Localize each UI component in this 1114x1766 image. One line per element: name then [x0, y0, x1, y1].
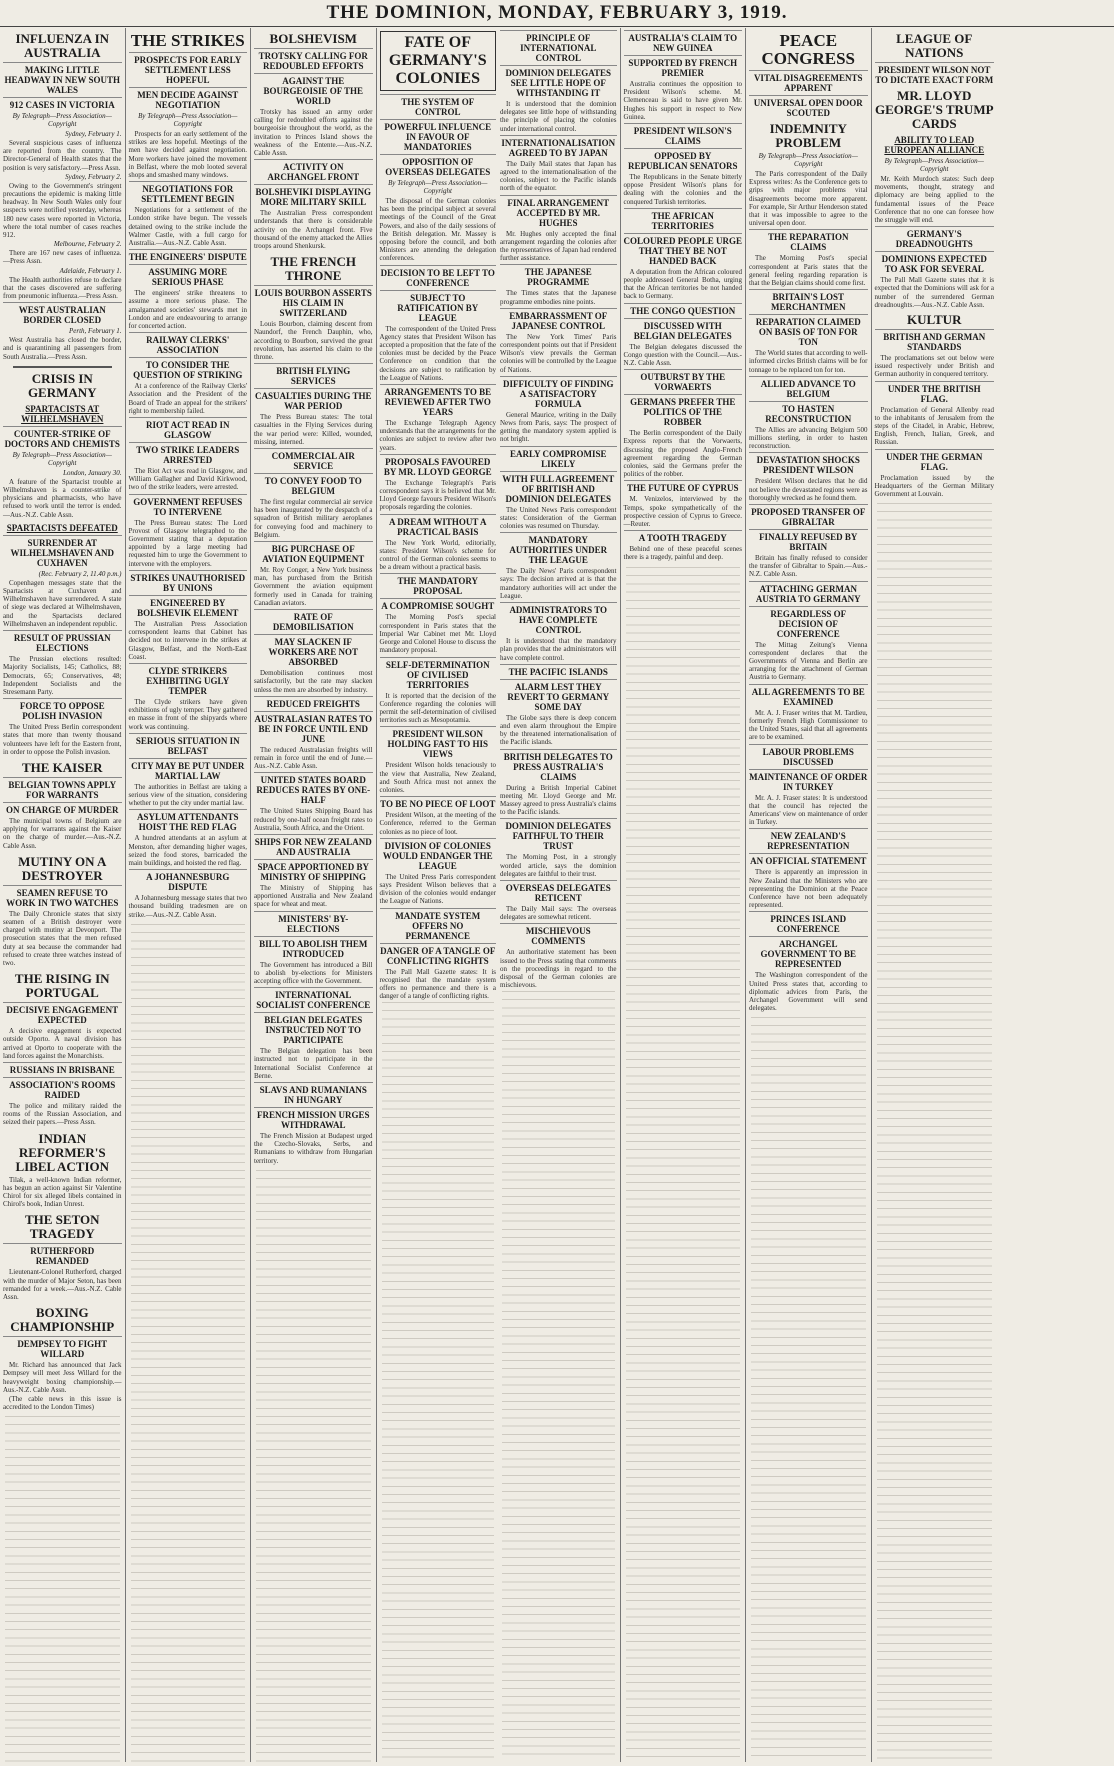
body-text: West Australia has closed the border, and is quarantining all passengers from South Australia.—Press Assn.: [3, 336, 122, 361]
subhead: DECISION TO BE LEFT TO CONFERENCE: [380, 265, 497, 288]
text-filler: [626, 567, 741, 1762]
subhead: ABILITY TO LEAD EUROPEAN ALLIANCE: [884, 135, 985, 155]
subhead: MAINTENANCE OF ORDER IN TURKEY: [749, 769, 868, 792]
subhead: EMBARRASSMENT OF JAPANESE CONTROL: [500, 308, 617, 331]
body-text: The police and military raided the rooms of the Russian Association, and seized their papers.—Press Assn.: [3, 1101, 122, 1127]
body-text: The Washington correspondent of the United Press states that, according to diplomatic advices from Paris, the Archangel Government will send delegates.: [749, 971, 868, 1013]
subhead: BRITISH DELEGATES TO PRESS AUSTRALIA'S CLAIMS: [500, 749, 617, 782]
body-text: The Ministry of Shipping has apportioned Australia and New Zealand space for wheat and meat.: [254, 883, 373, 909]
subhead: ADMINISTRATORS TO HAVE COMPLETE CONTROL: [500, 602, 617, 635]
body-text: Copenhagen messages state that the Spartacists at Cuxhaven and Wilhelmshaven have surrendered. A state of siege was declared at Wilhelmshaven, and the Spartacists declared Wilhelmshaven an independent republic.: [3, 578, 122, 628]
subhead: THE REPARATION CLAIMS: [749, 229, 868, 252]
body-text: The French Mission at Budapest urged the Czecho-Slovaks, Serbs, and Rumanians to withdraw from Hungarian territory.: [254, 1131, 373, 1165]
masthead: THE DOMINION, MONDAY, FEBRUARY 3, 1919.: [0, 0, 1114, 27]
body-text: Several suspicious cases of influenza are reported from the country. The Director-General of Health states that the position is very satisfactory.—Press Assn.: [3, 139, 122, 172]
headline: INDIAN REFORMER'S LIBEL ACTION: [15, 1130, 110, 1174]
dateline: Melbourne, February 2.: [53, 240, 122, 249]
body-text: The correspondent of the United Press Agency states that President Wilson has accepted a proposition that the fate of the colonies must be decided by the Peace Conference on condition that the decisions are subject to ratification by the League of Nations.: [379, 324, 496, 382]
body-text: M. Venizelos, interviewed by the Temps, spoke sympathetically of the prospective cession of Cyprus to Greece.—Reuter.: [623, 495, 742, 529]
body-text: Prospects for an early settlement of the strikes are less hopeful. Meetings of the men have decided against negotiation. More workers have joined the movement in Belfast, where the mob looted several shops and smashed many windows.: [128, 130, 247, 180]
body-text: A deputation from the African coloured people addressed General Botha, urging that the African territories be not handed back to Germany.: [623, 267, 742, 301]
subhead: DOMINION DELEGATES FAITHFUL TO THEIR TRUST: [500, 818, 617, 851]
body-text: Lieutenant-Colonel Rutherford, charged with the murder of Major Seton, has been remanded for a week.—Aus.-N.Z. Cable Assn.: [3, 1268, 122, 1301]
body-text: The authorities in Belfast are taking a serious view of the situation, considering whether to put the city under martial law.: [128, 782, 247, 808]
subhead: MISCHIEVOUS COMMENTS: [500, 923, 617, 946]
article-new-guinea: [624, 30, 743, 562]
subhead: FORCE TO OPPOSE POLISH INVASION: [3, 698, 122, 721]
subhead: REGARDLESS OF DECISION OF CONFERENCE: [749, 606, 868, 639]
headline: CRISIS IN GERMANY: [27, 370, 97, 400]
body-text: Mr. Richard has announced that Jack Dempsey will meet Jess Willard for the heavyweight boxing championship.—Aus.-N.Z. Cable Assn.: [3, 1361, 122, 1394]
subhead: TWO STRIKE LEADERS ARRESTED: [129, 442, 248, 465]
subhead: ARRANGEMENTS TO BE REVIEWED AFTER TWO YEARS: [380, 384, 497, 417]
body-text: The reduced Australasian freights will remain in force until the end of June.—Aus.-N.Z. Cable Assn.: [254, 745, 373, 771]
body-text: The proclamations set out below were issued respectively under British and German authority in conquered territory.: [874, 354, 994, 379]
article-influenza: [3, 32, 122, 361]
column-4-5: [377, 28, 621, 1762]
body-text: A decisive engagement is expected outside Oporto. A naval division has arrived at Oporto to cooperate with the land forces against the Monarchists.: [3, 1027, 122, 1060]
article-libel: [3, 1132, 122, 1209]
subhead: RUTHERFORD REMANDED: [3, 1243, 122, 1266]
subhead: POWERFUL INFLUENCE IN FAVOUR OF MANDATORIES: [380, 119, 497, 152]
subhead: THE FUTURE OF CYPRUS: [624, 480, 743, 493]
subhead: PRESIDENT WILSON HOLDING FAST TO HIS VIEWS: [380, 726, 497, 759]
body-text: The Australian Press Association correspondent learns that Cabinet has decided not to intervene in the strikes at Glasgow, Belfast, and the North-East Coast.: [128, 619, 247, 661]
headline: FATE OF GERMANY'S COLONIES: [380, 31, 497, 91]
article-seton: [3, 1213, 122, 1301]
body-text: An authoritative statement has been issued to the Press stating that comments on the proceedings in regard to the disposal of the German colonies are mischievous.: [500, 948, 617, 990]
subhead: ASSOCIATION'S ROOMS RAIDED: [3, 1077, 122, 1100]
subhead: THE AFRICAN TERRITORIES: [624, 208, 743, 231]
subhead: TO BE NO PIECE OF LOOT: [380, 796, 497, 809]
headline: INDEMNITY PROBLEM: [769, 121, 847, 150]
column-1: [0, 28, 126, 1762]
headline: KULTUR: [907, 312, 962, 328]
byline: By Telegraph—Press Association—Copyright: [884, 157, 984, 173]
subhead: THE CONGO QUESTION: [624, 303, 743, 316]
article-mutiny: [3, 855, 122, 967]
body-text: The Riot Act was read in Glasgow, and William Gallagher and David Kirkwood, two of the strike leaders, were arrested.: [128, 467, 247, 492]
text-filler: [256, 1170, 371, 1762]
body-text: Mr. A. J. Fraser states: It is understood that the council has rejected the Americans' view on maintenance of order in Turkey.: [749, 793, 868, 827]
headline: LEAGUE OF NATIONS: [896, 31, 973, 60]
subhead: ASYLUM ATTENDANTS HOIST THE RED FLAG: [129, 809, 248, 832]
subhead: COUNTER-STRIKE OF DOCTORS AND CHEMISTS: [3, 426, 122, 449]
body-text: The first regular commercial air service has been inaugurated by the despatch of a squadron of British military aeroplanes for conveying food and machinery to Belgium.: [254, 498, 373, 539]
body-text: Behind one of these peaceful scenes there is a tragedy, painful and deep.: [623, 545, 742, 562]
body-text: A hundred attendants at an asylum at Menston, after demanding higher wages, seized the food stores, barricaded the main buildings, and hoisted the red flag.: [128, 834, 247, 867]
subhead: SHIPS FOR NEW ZEALAND AND AUSTRALIA: [254, 834, 373, 857]
subhead: SURRENDER AT WILHELMSHAVEN AND CUXHAVEN: [3, 535, 122, 568]
subhead: TO CONSIDER THE QUESTION OF STRIKING: [129, 357, 248, 380]
headline: MR. LLOYD GEORGE'S TRUMP CARDS: [874, 88, 994, 131]
subhead: ATTACHING GERMAN AUSTRIA TO GERMANY: [749, 581, 868, 604]
subhead: AUSTRALIA'S CLAIM TO NEW GUINEA: [624, 30, 743, 53]
subhead: REPARATION CLAIMED ON BASIS OF TON FOR TON: [749, 314, 868, 347]
subhead: RAILWAY CLERKS' ASSOCIATION: [129, 332, 248, 355]
body-text: The Daily Chronicle states that sixty seamen of a British destroyer were charged with mutiny at Devonport. The prosecution states that the men refused duty at sea because the commander had refused to create three watches instead of two.: [3, 909, 122, 967]
body-text: It is reported that the decision of the Conference regarding the colonies will permit the self-determination of civilised territories such as Mesopotamia.: [379, 691, 496, 725]
body-text: The Morning Post's special correspondent at Paris states that the general feeling regarding reparation is that the Belgian claims should come first.: [749, 254, 868, 288]
subhead: INTERNATIONAL SOCIALIST CONFERENCE: [254, 987, 373, 1010]
body-text: Negotiations for a settlement of the London strike have begun. The vessels detained owing to the strike include the Walmer Castle, with a full cargo for Australia.—Aus.-N.Z. Cable Assn.: [128, 206, 247, 248]
subhead: SLAVS AND RUMANIANS IN HUNGARY: [254, 1082, 373, 1105]
subhead: PRESIDENT WILSON NOT TO DICTATE EXACT FORM: [875, 62, 995, 85]
subhead: THE PACIFIC ISLANDS: [500, 664, 617, 677]
body-text: The Morning Post's special correspondent in Paris states that the Imperial War Cabinet met Mr. Lloyd George and Colonel House to discuss the mandatory proposal.: [379, 613, 496, 655]
body-text: The Clyde strikers have given exhibitions of ugly temper. They gathered en masse in front of the shipyards where work was continuing.: [128, 697, 247, 731]
subhead: A TOOTH TRAGEDY: [624, 530, 743, 543]
body-text: The Republicans in the Senate bitterly oppose President Wilson's plans for dealing with the colonies and the conquered Turkish territories.: [623, 173, 742, 206]
subhead: THE MANDATORY PROPOSAL: [380, 573, 497, 596]
subhead: SUBJECT TO RATIFICATION BY LEAGUE: [380, 290, 497, 323]
body-text: Proclamation issued by the Headquarters of the German Military Government at Louvain.: [874, 473, 994, 499]
body-text: The Exchange Telegraph's Paris correspondent says it is believed that Mr. Lloyd George favours President Wilson's proposals regarding the colonies.: [379, 478, 496, 512]
subhead: BOLSHEVIKI DISPLAYING MORE MILITARY SKILL: [254, 184, 373, 207]
body-text: There are 167 new cases of influenza.—Press Assn.: [3, 249, 122, 266]
subhead: BRITISH FLYING SERVICES: [254, 363, 373, 386]
body-text: The Pall Mall Gazette states: It is recognised that the mandate system offers no permanence and there is a danger of a tangle of conflicting rights.: [379, 967, 496, 1001]
headline: BOXING CHAMPIONSHIP: [10, 1305, 115, 1335]
headline: THE SETON TRAGEDY: [24, 1212, 100, 1242]
dateline: Perth, February 1.: [69, 327, 122, 336]
body-text: At a conference of the Railway Clerks' Association and the President of the Board of Trade an appeal for the strikers' right to membership failed.: [128, 382, 247, 415]
subhead: BELGIAN TOWNS APPLY FOR WARRANTS: [3, 777, 122, 800]
body-text: President Wilson holds tenaciously to the view that Australia, New Zealand, and South Africa must not annex the colonies.: [379, 761, 496, 794]
article-peace-congress: [749, 32, 868, 1012]
subhead: TO CONVEY FOOD TO BELGIUM: [254, 473, 373, 496]
subhead: FRENCH MISSION URGES WITHDRAWAL: [254, 1107, 373, 1130]
subhead: OUTBURST BY THE VORWAERTS: [624, 369, 743, 392]
headline: THE STRIKES: [130, 31, 245, 50]
subhead: FINAL ARRANGEMENT ACCEPTED BY MR. HUGHES: [500, 195, 617, 228]
body-text: Mr. A. J. Fraser writes that M. Tardieu, formerly French High Commissioner to the United States, said that all agreements are to be examined.: [749, 708, 868, 742]
subhead: DIVISION OF COLONIES WOULD ENDANGER THE LEAGUE: [380, 838, 497, 871]
body-text: General Maurice, writing in the Daily News from Paris, says: The prospect of getting the mandatory system applied is not bright.: [500, 410, 617, 444]
subhead: DIFFICULTY OF FINDING A SATISFACTORY FORMULA: [500, 376, 617, 409]
body-text: Australia continues the opposition to President Wilson's scheme. M. Clemenceau is said to have given Mr. Hughes his support in respect to New Guinea.: [623, 80, 742, 121]
text-filler: [5, 1416, 120, 1762]
footnote: (The cable news in this issue is accredited to the London Times): [3, 1395, 122, 1412]
subhead: MINISTERS' BY-ELECTIONS: [254, 911, 373, 934]
column-3: [251, 28, 377, 1762]
subhead: MEN DECIDE AGAINST NEGOTIATION: [129, 87, 248, 110]
subhead: BELGIAN DELEGATES INSTRUCTED NOT TO PARTICIPATE: [254, 1012, 373, 1045]
headline: MUTINY ON A DESTROYER: [18, 853, 107, 883]
body-text: The Paris correspondent of the Daily Express writes: As the Conference gets to grips with major problems vital disagreements become more apparent. For example, Sir Arthur Henderson stated that it was impossible to agree to the universal open door.: [749, 170, 868, 228]
headline: BOLSHEVISM: [269, 31, 357, 46]
subhead: GOVERNMENT REFUSES TO INTERVENE: [129, 494, 248, 517]
dateline: Adelaide, February 1.: [59, 266, 122, 275]
subhead: ALARM LEST THEY REVERT TO GERMANY SOME DAY: [500, 679, 617, 712]
subhead: CLYDE STRIKERS EXHIBITING UGLY TEMPER: [129, 663, 248, 696]
dateline: Sydney, February 2.: [65, 172, 122, 181]
byline: By Telegraph—Press Association—Copyright: [138, 112, 238, 128]
article-strikes: [129, 32, 248, 919]
subhead: UNDER THE GERMAN FLAG.: [875, 449, 995, 472]
subhead: DOMINION DELEGATES SEE LITTLE HOPE OF WITHSTANDING IT: [500, 65, 617, 98]
subhead: THE SYSTEM OF CONTROL: [380, 94, 497, 117]
subhead: THE JAPANESE PROGRAMME: [500, 264, 617, 287]
subhead: THE ENGINEERS' DISPUTE: [129, 249, 248, 262]
subhead: RATE OF DEMOBILISATION: [254, 609, 373, 632]
body-text: The Press Bureau states: The total casualties in the Flying Services during the war period were: Killed, wounded, missing, interned.: [254, 413, 373, 446]
dateline: London, January 30.: [63, 468, 122, 477]
subhead: MANDATORY AUTHORITIES UNDER THE LEAGUE: [500, 532, 617, 565]
subhead: COMMERCIAL AIR SERVICE: [254, 448, 373, 471]
subhead: PROSPECTS FOR EARLY SETTLEMENT LESS HOPEFUL: [129, 52, 248, 85]
subhead: MAKING LITTLE HEADWAY IN NEW SOUTH WALES: [3, 62, 122, 95]
body-text: Britain has finally refused to consider the transfer of Gibraltar to Spain.—Aus.-N.Z. Cable Assn.: [749, 554, 868, 579]
headline: THE RISING IN PORTUGAL: [14, 971, 110, 1001]
subhead: WEST AUSTRALIAN BORDER CLOSED: [3, 302, 122, 325]
subhead: DISCUSSED WITH BELGIAN DELEGATES: [624, 318, 743, 341]
subhead: REDUCED FREIGHTS: [254, 696, 373, 709]
subhead: A DREAM WITHOUT A PRACTICAL BASIS: [380, 514, 497, 537]
subhead: AGAINST THE BOURGEOISIE OF THE WORLD: [254, 73, 373, 106]
subhead: DANGER OF A TANGLE OF CONFLICTING RIGHTS: [380, 943, 497, 966]
column-4: [380, 28, 497, 1762]
body-text: The Daily News' Paris correspondent says: The decision arrived at is that the mandatory authorities will act under the League.: [500, 567, 617, 600]
subhead: UNDER THE BRITISH FLAG.: [875, 381, 995, 404]
subhead: ENGINEERED BY BOLSHEVIK ELEMENT: [129, 595, 248, 618]
body-text: Demobilisation continues most satisfactorily, but the rate may slacken unless the men are absorbed by industry.: [254, 669, 373, 694]
subhead: GERMANS PREFER THE POLITICS OF THE ROBBER: [624, 394, 743, 427]
column-5: [500, 28, 617, 1762]
subhead: GERMANY'S DREADNOUGHTS: [875, 226, 995, 249]
body-text: The disposal of the German colonies has been the principal subject at several meetings of the Council of the Great Powers, and also of the daily sessions of the British delegation. Mr. Massey is opposing before the council, and both Ministers are attending the delegation conferences.: [379, 197, 496, 263]
subhead: FINALLY REFUSED BY BRITAIN: [749, 529, 868, 552]
body-text: The Allies are advancing Belgium 500 millions sterling, in order to hasten reconstruction.: [749, 425, 868, 451]
subhead: SERIOUS SITUATION IN BELFAST: [129, 733, 248, 756]
subhead: RESULT OF PRUSSIAN ELECTIONS: [3, 630, 122, 653]
divider: [13, 366, 112, 368]
subhead: RIOT ACT READ IN GLASGOW: [129, 417, 248, 440]
body-text: Owing to the Government's stringent precautions the epidemic is making little headway. In New South Wales only four suspects were notified yesterday, whereas 180 new cases were reported in Victoria, where the total number of cases reaches 912.: [3, 181, 122, 240]
subhead: SPARTACISTS DEFEATED: [6, 522, 118, 533]
headline: THE FRENCH THRONE: [270, 254, 357, 284]
text-filler: [877, 503, 993, 1762]
subhead: A JOHANNESBURG DISPUTE: [129, 869, 248, 892]
subhead: DEVASTATION SHOCKS PRESIDENT WILSON: [749, 452, 868, 475]
subhead: PRINCIPLE OF INTERNATIONAL CONTROL: [500, 30, 617, 63]
subhead: PROPOSED TRANSFER OF GIBRALTAR: [749, 504, 868, 527]
body-text: Tilak, a well-known Indian reformer, has begun an action against Sir Valentine Chirol for six alleged libels contained in Chirol's book, Indian Unrest.: [3, 1175, 122, 1209]
text-filler: [502, 991, 615, 1762]
subhead: BIG PURCHASE OF AVIATION EQUIPMENT: [254, 541, 373, 564]
subhead: SPACE APPORTIONED BY MINISTRY OF SHIPPING: [254, 859, 373, 882]
subhead: STRIKES UNAUTHORISED BY UNIONS: [129, 570, 248, 593]
subhead: AN OFFICIAL STATEMENT: [749, 853, 868, 866]
body-text: The Morning Post, in a strongly worded article, says the dominion delegates are faithful to their trust.: [500, 853, 617, 878]
body-text: A Johannesburg message states that two thousand building tradesmen are on strike.—Aus.-N.Z. Cable Assn.: [128, 894, 247, 919]
body-text: A feature of the Spartacist trouble at Wilhelmshaven is a counter-strike of physicians and pharmacists, who have refused to work until the terror is ended.—Aus.-N.Z. Cable Assn.: [3, 477, 122, 519]
subhead: CASUALTIES DURING THE WAR PERIOD: [254, 388, 373, 411]
body-text: The United News Paris correspondent states: Consideration of the German colonies was resumed on Thursday.: [500, 505, 617, 531]
column-6: [621, 28, 747, 1762]
subhead: BRITISH AND GERMAN STANDARDS: [875, 329, 995, 352]
subhead: AUSTRALASIAN RATES TO BE IN FORCE UNTIL END JUNE: [254, 711, 373, 744]
body-text: The Times states that the Japanese programme embodies nine points.: [500, 289, 617, 306]
subhead: PRESIDENT WILSON'S CLAIMS: [624, 123, 743, 146]
subhead: RUSSIANS IN BRISBANE: [3, 1062, 122, 1075]
subhead: NEGOTIATIONS FOR SETTLEMENT BEGIN: [129, 181, 248, 204]
subhead: WITH FULL AGREEMENT OF BRITISH AND DOMINION DELEGATES: [500, 471, 617, 504]
byline: By Telegraph—Press Association—Copyright: [12, 450, 112, 467]
body-text: The Prussian elections resulted: Majority Socialists, 145; Catholics, 88; Democrats, 65; Conservatives, 48; Independent Socialists and the Stresemann Party.: [3, 655, 122, 696]
subhead: EARLY COMPROMISE LIKELY: [500, 446, 617, 469]
subhead: PRINCES ISLAND CONFERENCE: [749, 911, 868, 934]
subhead: VITAL DISAGREEMENTS APPARENT: [749, 70, 868, 93]
body-text: The municipal towns of Belgium are applying for warrants against the Kaiser on the charge of murder.—Aus.-N.Z. Cable Assn.: [3, 816, 122, 850]
subhead: DEMPSEY TO FIGHT WILLARD: [3, 1336, 122, 1359]
subhead: BILL TO ABOLISH THEM INTRODUCED: [254, 936, 373, 959]
body-text: The Health authorities refuse to declare that the cases discovered are suffering from pneumonic influenza.—Press Assn.: [3, 275, 122, 301]
subhead: MANDATE SYSTEM OFFERS NO PERMANENCE: [380, 908, 497, 941]
body-text: During a British Imperial Cabinet meeting Mr. Lloyd George and Mr. Massey agreed to press Australia's claims to the Pacific islands.: [500, 783, 617, 817]
body-text: The New York World, editorially, states: President Wilson's scheme for control of the German colonies seems to be a dream without a practical basis.: [379, 538, 496, 572]
byline: By Telegraph—Press Association—Copyright: [388, 179, 488, 195]
body-text: President Wilson declares that he did not believe the devastated regions were as thoroughly wrecked as he found them.: [749, 477, 868, 502]
article-portugal: [3, 972, 122, 1126]
article-bolshevism: [254, 32, 373, 250]
subhead: ALLIED ADVANCE TO BELGIUM: [749, 376, 868, 399]
subhead: OPPOSITION OF OVERSEAS DELEGATES: [380, 154, 497, 177]
body-text: Mr. Roy Conger, a New York business man, has purchased from the British Government the aviation equipment formerly used in Canada for training Canadian aviators.: [254, 566, 373, 607]
body-text: There is apparently an impression in New Zealand that the Ministers who are representing the Dominion at the Peace Conference have not been adequately represented.: [749, 868, 868, 910]
subhead: ACTIVITY ON ARCHANGEL FRONT: [254, 159, 373, 182]
body-text: The Government has introduced a Bill to abolish by-elections for Ministers accepting office with the Government.: [254, 960, 373, 985]
body-text: President Wilson, at the meeting of the Conference, referred to the German colonies as no piece of loot.: [379, 811, 496, 836]
body-text: The United States Shipping Board has reduced by one-half ocean freight rates to Australia, South Africa, and the Orient.: [254, 807, 373, 832]
body-text: Mr. Keith Murdoch states: Such deep movements, thought, strategy and diplomacy are being applied to the fundamental issues of the Peace Conference that no one can foresee how the struggle will end.: [874, 175, 994, 225]
subhead: SPARTACISTS AT WILHELMSHAVEN: [21, 403, 104, 424]
headline: PEACE CONGRESS: [761, 31, 856, 68]
body-text: The Exchange Telegraph Agency understands that the arrangements for the colonies are subject to review after two years.: [379, 419, 496, 452]
headline: INFLUENZA IN AUSTRALIA: [15, 31, 110, 60]
body-text: It is understood that the mandatory plan provides that the administrators will have complete control.: [500, 637, 617, 662]
body-text: Mr. Hughes only accepted the final arrangement regarding the colonies after the representatives of Japan had rendered further assistance.: [500, 229, 617, 263]
subhead: PROPOSALS FAVOURED BY MR. LLOYD GEORGE: [380, 454, 497, 477]
body-text: The engineers' strike threatens to assume a more serious phase. The amalgamated societies' stewards met in London and are endeavouring to arrange for concerted action.: [128, 289, 247, 331]
subhead: TO HASTEN RECONSTRUCTION: [749, 401, 868, 424]
subhead: COLOURED PEOPLE URGE THAT THEY BE NOT HANDED BACK: [624, 233, 743, 266]
subhead: ON CHARGE OF MURDER: [3, 802, 122, 815]
body-text: The United Press Paris correspondent says President Wilson believes that a division of the colonies would endanger the League of Nations.: [379, 872, 496, 906]
text-filler: [751, 1017, 866, 1762]
column-8: [872, 28, 998, 1762]
subhead: SUPPORTED BY FRENCH PREMIER: [624, 55, 743, 78]
headline: THE KAISER: [21, 759, 103, 775]
body-text: The Australian Press correspondent understands that there is considerable activity on the Archangel front. Five thousand of the enemy attacked the Allies troops around Shenkursk.: [254, 209, 373, 251]
subhead: UNITED STATES BOARD REDUCES RATES BY ONE-HALF: [254, 772, 373, 805]
body-text: The Pall Mall Gazette states that it is expected that the Dominions will ask for a number of the surrendered German dreadnoughts.—Aus.-N.Z. Cable Assn.: [874, 276, 994, 309]
column-7: [746, 28, 872, 1762]
body-text: The Mittag Zeitung's Vienna correspondent declares that the Governments of Vienna and Berlin are arranging for the attachment of German Austria to Germany.: [749, 640, 868, 682]
body-text: Proclamation of General Allenby read to the inhabitants of Jerusalem from the steps of the Citadel, in Arabic, Hebrew, English, French, Italian, Greek, and Russian.: [874, 405, 994, 447]
column-2: [126, 28, 252, 1762]
subhead: 912 CASES IN VICTORIA: [3, 97, 122, 110]
dateline: Sydney, February 1.: [65, 130, 122, 138]
subhead: SELF-DETERMINATION OF CIVILISED TERRITORIES: [380, 657, 497, 690]
columns: [0, 28, 1114, 1762]
body-text: It is understood that the dominion delegates see little hope of withstanding the principle of placing the colonies under international control.: [500, 100, 617, 133]
subhead: ARCHANGEL GOVERNMENT TO BE REPRESENTED: [749, 936, 868, 969]
subhead: DECISIVE ENGAGEMENT EXPECTED: [3, 1002, 122, 1025]
subhead: SEAMEN REFUSE TO WORK IN TWO WATCHES: [3, 885, 122, 908]
body-text: Trotsky has issued an army order calling for redoubled efforts against the bourgeoisie throughout the world, as the invitation to Princes Island shows the weakness of the Entente.—Aus.-N.Z. Cable Assn.: [254, 108, 373, 158]
body-text: The Belgian delegates discussed the Congo question with the Council.—Aus.-N.Z. Cable Assn.: [623, 342, 742, 368]
byline: By Telegraph—Press Association—Copyright: [12, 112, 112, 128]
subhead: BRITAIN'S LOST MERCHANTMEN: [749, 289, 868, 312]
article-french-throne: [254, 255, 373, 1165]
subhead: LABOUR PROBLEMS DISCUSSED: [749, 744, 868, 767]
subhead: UNIVERSAL OPEN DOOR SCOUTED: [749, 95, 868, 118]
text-filler: [382, 1002, 495, 1762]
body-text: Louis Bourbon, claiming descent from Naundorf, the French Dauphin, who, according to Bourbon, survived the great revolution, has asserted his claim to the throne.: [254, 320, 373, 362]
subhead: OPPOSED BY REPUBLICAN SENATORS: [624, 148, 743, 171]
article-crisis-germany: [3, 372, 122, 756]
subhead: NEW ZEALAND'S REPRESENTATION: [749, 828, 868, 851]
body-text: The Daily Mail says: The overseas delegates are somewhat reticent.: [500, 904, 617, 922]
body-text: The Belgian delegation has been instructed not to participate in the International Socialist Conference at Berne.: [254, 1047, 373, 1080]
byline: By Telegraph—Press Association—Copyright: [758, 152, 858, 168]
subhead: MAY SLACKEN IF WORKERS ARE NOT ABSORBED: [254, 634, 373, 667]
subhead: LOUIS BOURBON ASSERTS HIS CLAIM IN SWITZERLAND: [254, 285, 373, 318]
body-text: The New York Times' Paris correspondent points out that if President Wilson's view prevails the German colonies will be controlled by the League of Nations.: [500, 332, 617, 374]
body-text: The World states that according to well-informed circles British claims will be for tonnage to be replaced ton for ton.: [749, 349, 868, 374]
article-boxing: [3, 1306, 122, 1411]
body-text: The United Press Berlin correspondent states that more than twenty thousand volunteers have left for the Eastern front, in order to oppose the Polish invasion.: [3, 723, 122, 756]
subhead: ALL AGREEMENTS TO BE EXAMINED: [749, 684, 868, 707]
two-column-split: [380, 28, 617, 1762]
subhead: ASSUMING MORE SERIOUS PHASE: [129, 264, 248, 287]
subhead: OVERSEAS DELEGATES RETICENT: [500, 880, 617, 903]
subhead: TROTSKY CALLING FOR REDOUBLED EFFORTS: [254, 48, 373, 71]
subhead: DOMINIONS EXPECTED TO ASK FOR SEVERAL: [875, 251, 995, 274]
article-kaiser: [3, 761, 122, 850]
body-text: The Daily Mail states that Japan has agreed to the internationalisation of the colonies, subject to the Pacific islands north of the equator.: [500, 159, 617, 193]
body-text: The Globe says there is deep concern and even alarm throughout the Empire by the threatened internationalisation of the Pacific islands.: [500, 713, 617, 747]
text-filler: [131, 924, 246, 1762]
body-text: The Press Bureau states: The Lord Provost of Glasgow telegraphed to the Government stating that a deputation appointed by a large meeting had requested him to urge the Government to intervene with the employers.: [128, 518, 247, 568]
subhead: INTERNATIONALISATION AGREED TO BY JAPAN: [500, 135, 617, 158]
subhead: CITY MAY BE PUT UNDER MARTIAL LAW: [129, 758, 248, 781]
body-text: The Berlin correspondent of the Daily Express reports that the Vorwaerts, discussing the proposed Anglo-French agreement regarding the German colonies, said the Germans prefer the politics of the robber.: [623, 429, 742, 479]
dateline: (Rec. February 2, 11.40 p.m.): [38, 569, 122, 578]
article-league-of-nations: [875, 32, 995, 498]
subhead: A COMPROMISE SOUGHT: [380, 598, 497, 611]
